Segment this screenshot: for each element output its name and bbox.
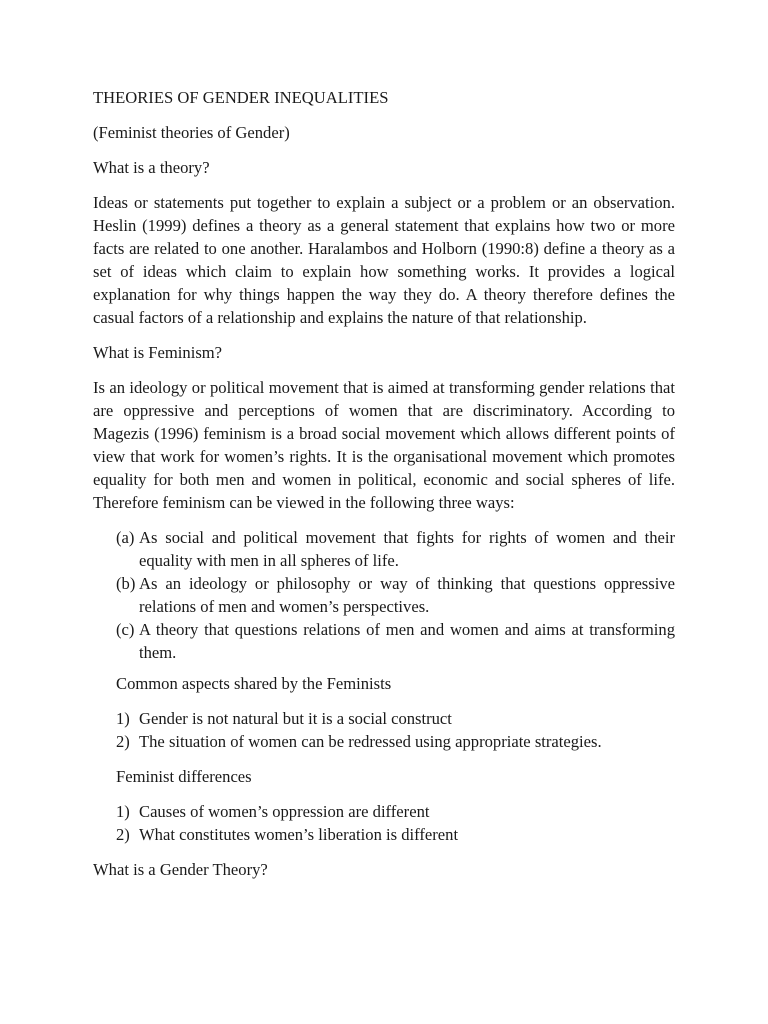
question-gender-theory-heading: What is a Gender Theory? [93, 860, 268, 879]
list-marker: (c) [116, 620, 135, 639]
question-feminism-heading: What is Feminism? [93, 343, 223, 362]
list-item [116, 526, 675, 572]
list-item-text: Gender is not natural but it is a social construct [139, 709, 452, 728]
list-item-text: Causes of women’s oppression are different [139, 802, 430, 821]
list-marker: 2) [116, 825, 130, 844]
feminism-ways-list [93, 526, 675, 664]
list-item [116, 730, 675, 753]
list-item [116, 572, 675, 618]
list-item [116, 800, 675, 823]
list-item-text: What constitutes women’s liberation is different [139, 825, 459, 844]
document-title: THEORIES OF GENDER INEQUALITIES [93, 88, 389, 107]
document-subtitle: (Feminist theories of Gender) [93, 123, 290, 142]
list-marker: 1) [116, 709, 130, 728]
list-marker: 1) [116, 802, 130, 821]
question-theory-heading: What is a theory? [93, 158, 210, 177]
common-aspects-heading: Common aspects shared by the Feminists [116, 674, 392, 693]
list-item [116, 707, 675, 730]
theory-paragraph: Ideas or statements put together to explain a subject or a problem or an observation. Heslin (1999) defines a theory as a general statement that explains how two or more facts are related to one another. Haralambos and Holborn (1990:8) define a theory as a set of ideas which claim to explain how something works. It provides a logical explanation for why things happen the way they do. A theory therefore defines the casual factors of a relationship and explains the nature of that relationship. [93, 193, 675, 327]
list-item-text: The situation of women can be redressed using appropriate strategies. [139, 732, 602, 751]
list-marker: (a) [116, 528, 135, 547]
list-marker: 2) [116, 732, 130, 751]
feminism-paragraph: Is an ideology or political movement that is aimed at transforming gender relations that are oppressive and perceptions of women that are discriminatory. According to Magezis (1996) feminism is a broad social movement which allows different points of view that work for women’s rights. It is the organisational movement which promotes equality for both men and women in political, economic and social spheres of life. Therefore feminism can be viewed in the following three ways: [93, 378, 675, 512]
list-item [116, 618, 675, 664]
list-item-text: A theory that questions relations of men and women and aims at transforming them. [139, 620, 675, 662]
list-marker: (b) [116, 574, 136, 593]
feminist-differences-list [116, 800, 675, 846]
common-aspects-list [116, 707, 675, 753]
feminist-differences-heading: Feminist differences [116, 767, 252, 786]
list-item-text: As an ideology or philosophy or way of thinking that questions oppressive relations of men and women’s perspectives. [139, 574, 675, 616]
list-item [116, 823, 675, 846]
list-item-text: As social and political movement that fights for rights of women and their equality with men in all spheres of life. [139, 528, 675, 570]
